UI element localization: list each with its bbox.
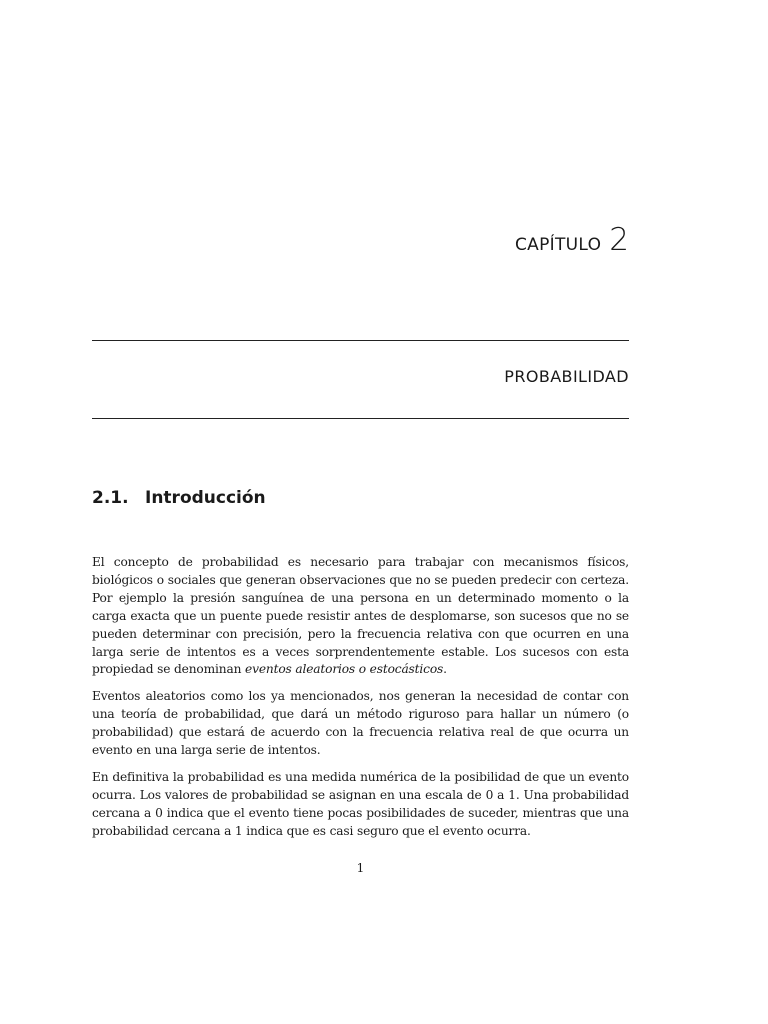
chapter-heading (515, 222, 629, 258)
paragraph-1 (92, 554, 629, 679)
body-text (92, 554, 629, 850)
paragraph-3: En definitiva la probabilidad es una medida numérica de la posibilidad de que un evento ocurra. Los valores de probabilidad se asignan en una escala de 0 a 1. Una probabilidad cercana a 0 indica que el evento tiene pocas posibilidades de suceder, mientras que una probabilidad cercana a 1 indica que es casi seguro que el evento ocurra. (92, 769, 629, 838)
section-heading (92, 488, 266, 508)
chapter-rule-bottom (92, 418, 629, 419)
paragraph-1-emphasis: eventos aleatorios o estocásticos (245, 662, 444, 677)
chapter-label: CAPÍTULO (515, 235, 602, 255)
section-number: 2.1. (92, 488, 129, 508)
paragraph-2: Eventos aleatorios como los ya mencionados, nos generan la necesidad de contar con una teoría de probabilidad, que dará un método riguroso para hallar un número (o probabilidad) que estará de acuerdo con la frecuencia relativa real de que ocurra un evento en una larga serie de intentos. (92, 689, 629, 758)
chapter-number: 2 (609, 222, 629, 258)
chapter-title: PROBABILIDAD (504, 367, 629, 386)
page-number: 1 (356, 861, 365, 875)
paragraph-1-text: El concepto de probabilidad es necesario para trabajar con mecanismos físicos, biológicos o sociales que generan observaciones que no se pueden predecir con certeza. Por ejemplo la presión sanguínea de una persona en un determinado momento o la carga exacta que un puente puede resistir antes de desplomarse, son sucesos que no se pueden determinar con precisión, pero la frecuencia relativa con que ocurren en una larga serie de intentos es a veces sorprendentemente estable. Los sucesos con esta propiedad se denominan (92, 555, 629, 677)
section-title: Introducción (145, 488, 266, 508)
chapter-rule-top (92, 340, 629, 341)
paragraph-1-end: . (443, 662, 447, 677)
